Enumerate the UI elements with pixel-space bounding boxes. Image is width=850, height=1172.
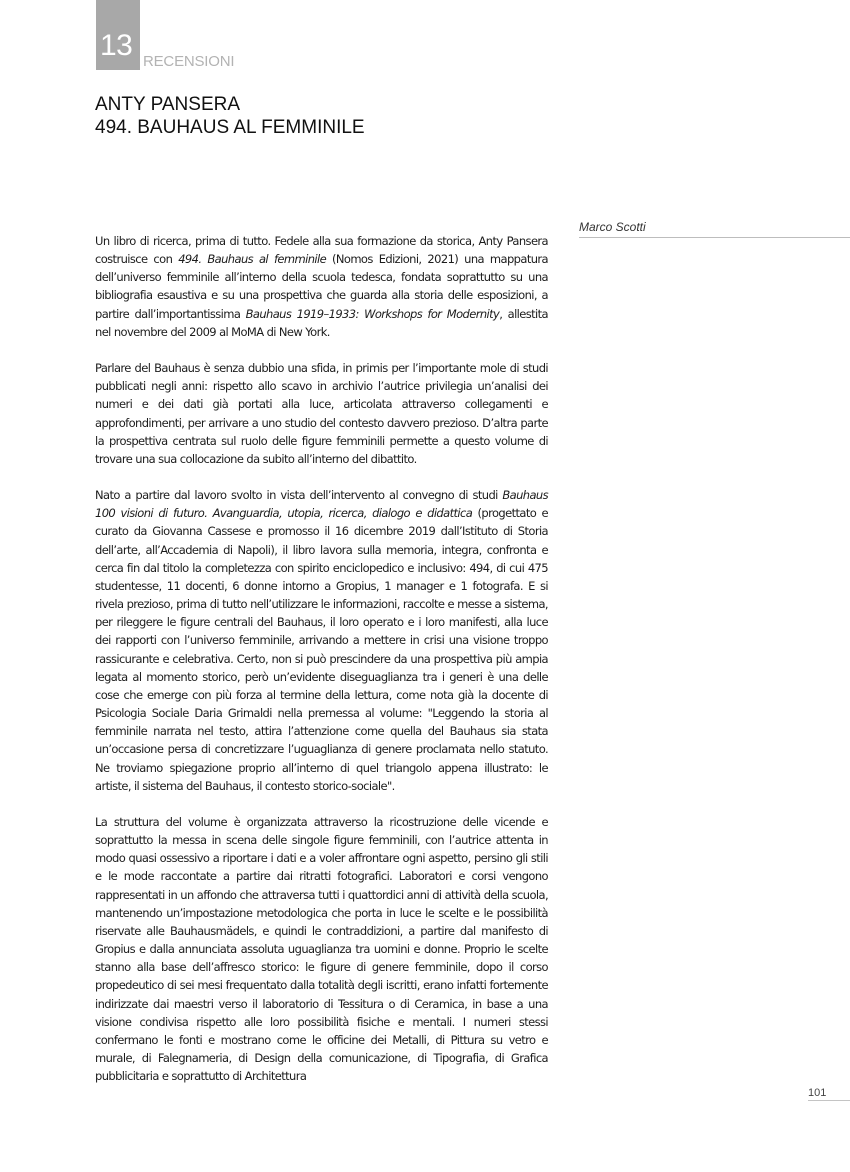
page-number: 101 [808,1087,827,1099]
text-run: , allestita nel novembre del 2009 al MoMA di New York. [95,306,548,339]
italic-text: Bauhaus 1919–1933: Workshops for Modernity [245,306,500,321]
italic-text: Bauhaus 100 visioni di futuro. Avanguardia, utopia, ricerca, dialogo e didattica [95,488,548,521]
review-author: Marco Scotti [579,220,850,238]
text-run: (progettato e curato da Giovanna Cassese e promosso il 16 dicembre 2019 dall’Istituto di Storia dell’arte, all’Accademia di Napoli), il libro lavora sulla memoria, integra, confronta e cerca fin dal titolo la completezza con spirito enciclopedico e inclusivo: 494, di cui 475 studentesse, 11 docenti, 6 donne intorno a Gropius, 1 manager e 1 fotografa. E si rivela prezioso, prima di tutto nell’utilizzare le informazioni, raccolte e messe a sistema, per rileggere le figure centrali del Bauhaus, il loro operato e i loro manifesti, alla luce dei rapporti con l’universo femminile, arrivando a mettere in crisi una visione troppo rassicurante e celebrativa. Certo, non si può prescindere da una prospettiva più ampia legata al momento storico, però un’evidente diseguaglianza tra i generi è una delle cose che emerge con più forza al termine della lettura, come nota già la docente di Psicologia Sociale Daria Grimaldi nella premessa al volume: "Leggendo la storia al femminile narrata nel testo, attira l’attenzione come quella del Bauhaus sia stata un’occasione persa di concretizzare l’uguaglianza di genere proclamata nello statuto. Ne troviamo spiegazione proprio all’interno di quel triangolo appena illustrato: le artiste, il sistema del Bauhaus, il contesto storico-sociale". [95,506,548,793]
article-title-book: 494. BAUHAUS AL FEMMINILE [95,117,365,138]
article-title-author: ANTY PANSERA [95,94,241,115]
italic-text: 494. Bauhaus al femminile [178,252,327,267]
paragraph [95,486,548,795]
page-number-rule [808,1100,850,1101]
paragraph [95,359,548,468]
text-run: Parlare del Bauhaus è senza dubbio una sfida, in primis per l’importante mole di studi pubblicati negli anni: rispetto allo scavo in archivio l’autrice privilegia un’analisi dei numeri e dei dati già portati alla luce, articolata attraverso collegamenti e approfondimenti, per arrivare a uno studio del contesto davvero prezioso. D’altra parte la prospettiva centrata sul ruolo delle figure femminili permette a questo volume di trovare una sua collocazione da subito all’interno del dibattito. [95,361,548,466]
text-run: Nato a partire dal lavoro svolto in vista dell’intervento al convegno di studi [95,488,503,503]
article-body [95,232,548,1085]
paragraph [95,813,548,1085]
text-run: La struttura del volume è organizzata attraverso la ricostruzione delle vicende e soprattutto la messa in scena delle singole figure femminili, con l’autrice attenta in modo quasi ossessivo a riportare i dati e a voler affrontare ogni aspetto, persino gli stili e le mode raccontate a partire dai ritratti fotografici. Laboratori e corsi vengono rappresentati in un affondo che attraversa tutti i quattordici anni di attività della scuola, mantenendo un’impostazione metodologica che porta in luce le scelte e le possibilità riservate alle Bauhausmädels, e quindi le contraddizioni, a partire dal manifesto di Gropius e dalla annunciata assoluta uguaglianza tra uomini e donne. Proprio le scelte stanno alla base dell’affresco storico: le figure di genere femminile, dopo il corso propedeutico di sei mesi frequentato dalla totalità degli iscritti, erano infatti fortemente indirizzate dai maestri verso il laboratorio di Tessitura o di Ceramica, in base a una visione condivisa rispetto alle loro possibilità fisiche e mentali. I numeri stessi confermano le fonti e mostrano come le officine dei Metalli, di Pittura su vetro e murale, di Falegnameria, di Design della comunicazione, di Tipografia, di Grafica pubblicitaria e soprattutto di Architettura [95,814,548,1084]
paragraph [95,232,548,341]
section-number: 13 [100,29,133,62]
section-label: RECENSIONI [143,53,235,70]
text-run: Un libro di ricerca, prima di tutto. Fedele alla sua formazione da storica, Anty Pansera costruisce con [95,234,548,267]
text-run: (Nomos Edizioni, 2021) una mappatura dell’universo femminile all’interno della scuola tedesca, fondata soprattutto su una bibliografia esaustiva e su una prospettiva che guarda alla storia delle esposizioni, a partire dall’importantissima [95,252,548,321]
article-title [95,93,365,139]
